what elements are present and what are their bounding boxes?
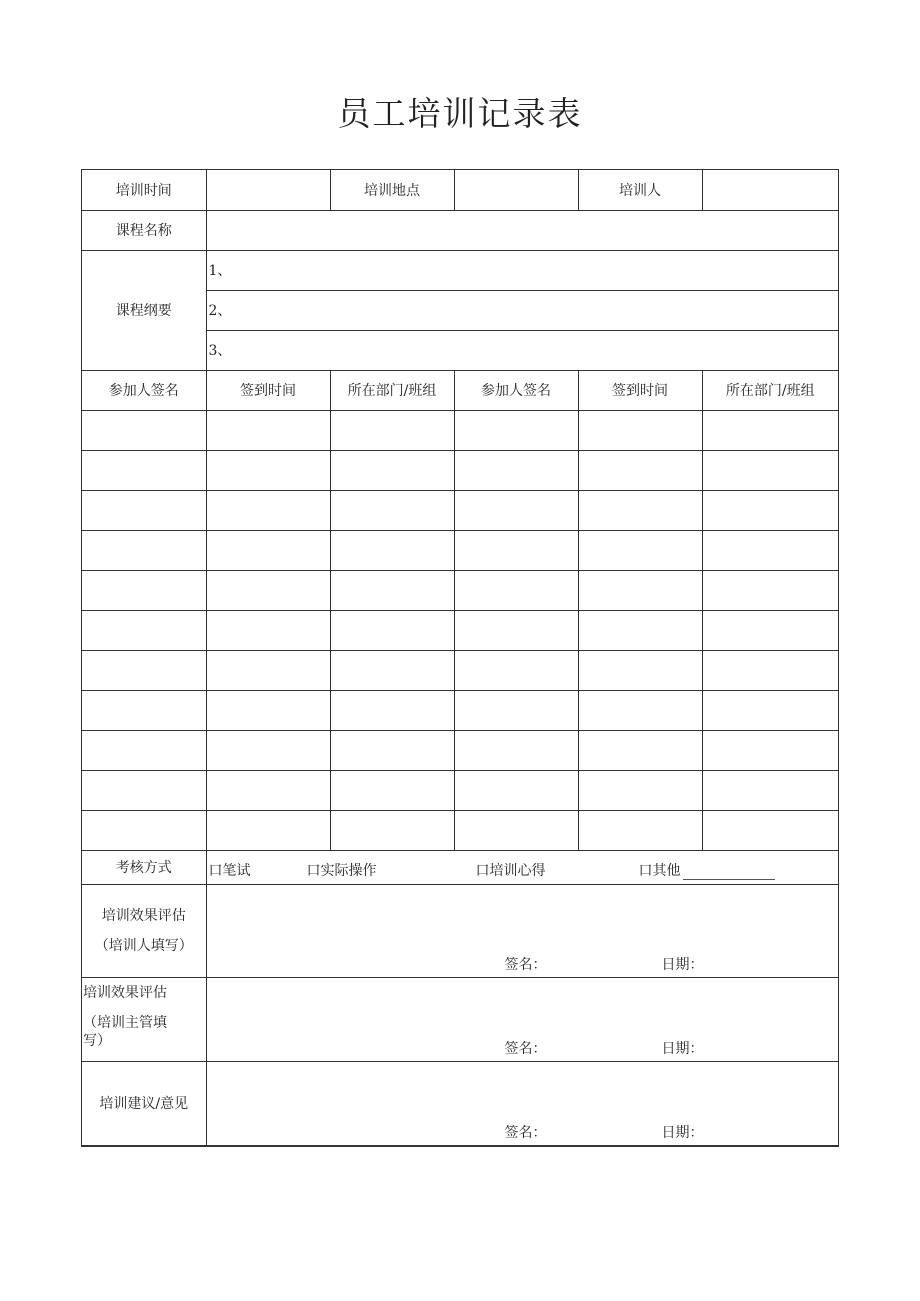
attendee-cell[interactable]	[82, 530, 206, 570]
attendee-row	[82, 770, 838, 810]
attendee-cell[interactable]	[578, 650, 702, 690]
attendee-cell[interactable]	[82, 650, 206, 690]
date-label: 日期：	[661, 1040, 704, 1057]
other-blank-line[interactable]	[683, 865, 775, 880]
outline-row	[82, 250, 838, 290]
attendee-cell[interactable]	[206, 490, 330, 530]
trainer-field[interactable]	[702, 170, 838, 210]
column-header: 参加人签名	[82, 370, 206, 410]
attendee-header-row	[82, 370, 838, 410]
attendee-cell[interactable]	[702, 730, 838, 770]
attendee-cell[interactable]	[702, 650, 838, 690]
attendee-cell[interactable]	[702, 810, 838, 850]
attendee-cell[interactable]	[206, 730, 330, 770]
option-other-label: 口其他	[638, 862, 681, 879]
assessment-label: 考核方式	[82, 850, 206, 884]
attendee-cell[interactable]	[702, 690, 838, 730]
page-title: 员工培训记录表	[337, 94, 583, 133]
attendee-cell[interactable]	[702, 450, 838, 490]
attendee-cell[interactable]	[82, 570, 206, 610]
attendee-cell[interactable]	[330, 610, 454, 650]
date-label: 日期：	[661, 1124, 704, 1141]
attendee-cell[interactable]	[330, 770, 454, 810]
attendee-row	[82, 730, 838, 770]
attendee-cell[interactable]	[206, 450, 330, 490]
suggestion-row	[82, 1061, 838, 1145]
column-header: 所在部门/班组	[330, 370, 454, 410]
attendee-row	[82, 410, 838, 450]
attendee-cell[interactable]	[454, 650, 578, 690]
attendee-cell[interactable]	[82, 730, 206, 770]
attendee-cell[interactable]	[82, 490, 206, 530]
evaluation-label-line: 写）	[83, 1032, 111, 1049]
evaluation-supervisor-label	[82, 977, 206, 1061]
attendee-cell[interactable]	[82, 810, 206, 850]
attendee-cell[interactable]	[702, 490, 838, 530]
attendee-cell[interactable]	[454, 690, 578, 730]
attendee-row	[82, 570, 838, 610]
evaluation-label-line: 培训效果评估	[83, 984, 167, 1001]
attendee-cell[interactable]	[454, 770, 578, 810]
outline-item-1[interactable]: 1、	[206, 250, 838, 290]
attendee-cell[interactable]	[330, 570, 454, 610]
attendee-cell[interactable]	[82, 770, 206, 810]
option-practical[interactable]: 口实际操作	[306, 862, 377, 879]
attendee-cell[interactable]	[82, 450, 206, 490]
column-header: 参加人签名	[454, 370, 578, 410]
attendee-cell[interactable]	[82, 690, 206, 730]
suggestion-label: 培训建议/意见	[82, 1061, 206, 1145]
attendee-cell[interactable]	[454, 450, 578, 490]
attendee-cell[interactable]	[206, 570, 330, 610]
evaluation-label-line: （培训人填写）	[94, 937, 193, 954]
attendee-cell[interactable]	[206, 530, 330, 570]
column-header: 签到时间	[206, 370, 330, 410]
attendee-cell[interactable]	[702, 570, 838, 610]
signature-label: 签名：	[504, 1040, 547, 1057]
attendee-cell[interactable]	[330, 450, 454, 490]
evaluation-supervisor-field[interactable]	[206, 977, 838, 1061]
attendee-cell[interactable]	[454, 530, 578, 570]
date-label: 日期：	[661, 956, 704, 973]
attendee-cell[interactable]	[206, 770, 330, 810]
attendee-cell[interactable]	[454, 810, 578, 850]
attendee-cell[interactable]	[702, 530, 838, 570]
trainer-label: 培训人	[578, 170, 702, 210]
attendee-cell[interactable]	[330, 650, 454, 690]
attendee-cell[interactable]	[454, 730, 578, 770]
evaluation-row	[82, 977, 838, 1061]
evaluation-trainer-field[interactable]	[206, 884, 838, 977]
attendee-cell[interactable]	[206, 690, 330, 730]
attendee-row	[82, 490, 838, 530]
attendee-cell[interactable]	[330, 690, 454, 730]
attendee-cell[interactable]	[578, 730, 702, 770]
attendee-cell[interactable]	[330, 730, 454, 770]
attendee-row	[82, 810, 838, 850]
training-place-field[interactable]	[454, 170, 578, 210]
attendee-row	[82, 650, 838, 690]
assessment-options	[206, 850, 838, 884]
attendee-cell[interactable]	[578, 410, 702, 450]
attendee-cell[interactable]	[82, 410, 206, 450]
training-record-form	[81, 169, 839, 1147]
attendee-cell[interactable]	[330, 410, 454, 450]
signature-label: 签名：	[504, 1124, 547, 1141]
training-time-label: 培训时间	[82, 170, 206, 210]
attendee-cell[interactable]	[702, 610, 838, 650]
attendee-cell[interactable]	[454, 490, 578, 530]
attendee-cell[interactable]	[454, 610, 578, 650]
column-header: 签到时间	[578, 370, 702, 410]
attendee-cell[interactable]	[578, 690, 702, 730]
course-name-field[interactable]	[206, 210, 838, 250]
course-name-row	[82, 210, 838, 250]
course-outline-label: 课程纲要	[82, 250, 206, 370]
attendee-cell[interactable]	[454, 570, 578, 610]
attendee-cell[interactable]	[330, 490, 454, 530]
info-row	[82, 170, 838, 210]
evaluation-row	[82, 884, 838, 977]
signature-label: 签名：	[504, 956, 547, 973]
evaluation-label-line: （培训主管填	[83, 1014, 167, 1031]
option-reflection[interactable]: 口培训心得	[475, 862, 546, 879]
attendee-cell[interactable]	[578, 490, 702, 530]
option-other[interactable]	[639, 860, 775, 880]
outline-item-2[interactable]: 2、	[206, 290, 838, 330]
attendee-cell[interactable]	[702, 410, 838, 450]
attendee-cell[interactable]	[578, 530, 702, 570]
evaluation-label-line: 培训效果评估	[101, 907, 186, 924]
attendee-cell[interactable]	[82, 610, 206, 650]
attendee-cell[interactable]	[206, 610, 330, 650]
attendee-cell[interactable]	[578, 610, 702, 650]
outline-item-3[interactable]: 3、	[206, 330, 838, 370]
attendee-rows	[82, 410, 838, 850]
attendee-cell[interactable]	[578, 450, 702, 490]
assessment-row	[82, 850, 838, 884]
attendee-cell[interactable]	[578, 810, 702, 850]
attendee-cell[interactable]	[578, 770, 702, 810]
attendee-row	[82, 530, 838, 570]
attendee-cell[interactable]	[206, 810, 330, 850]
attendee-cell[interactable]	[206, 650, 330, 690]
attendee-cell[interactable]	[702, 770, 838, 810]
attendee-cell[interactable]	[330, 530, 454, 570]
course-name-label: 课程名称	[82, 210, 206, 250]
column-header: 所在部门/班组	[702, 370, 838, 410]
training-time-field[interactable]	[206, 170, 330, 210]
option-written-test[interactable]: 口笔试	[208, 862, 251, 879]
attendee-cell[interactable]	[206, 410, 330, 450]
training-place-label: 培训地点	[330, 170, 454, 210]
attendee-cell[interactable]	[330, 810, 454, 850]
attendee-cell[interactable]	[578, 570, 702, 610]
suggestion-field[interactable]	[206, 1061, 838, 1145]
attendee-row	[82, 450, 838, 490]
evaluation-trainer-label	[82, 884, 206, 977]
attendee-row	[82, 610, 838, 650]
attendee-cell[interactable]	[454, 410, 578, 450]
attendee-row	[82, 690, 838, 730]
